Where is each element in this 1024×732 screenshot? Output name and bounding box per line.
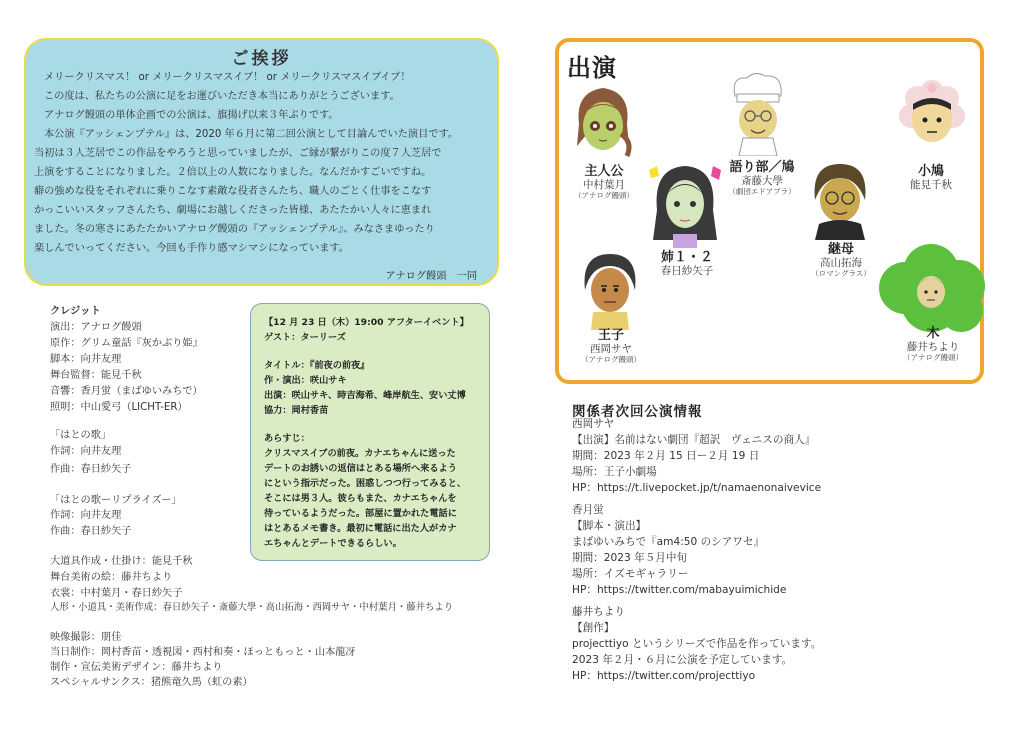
cast-member [889, 164, 973, 191]
event-guest: ゲスト：ターリーズ [264, 332, 346, 343]
greeting-line: 当初は３人芝居でこの作品をやろうと思っていましたが、ご縁が繋がりこの度７人芝居で [34, 148, 442, 159]
info-line: projecttiyo というシリーズで作品を作っています。 [572, 638, 822, 650]
credit-line: 作曲：春日紗矢子 [50, 526, 132, 537]
credit-line: 大道具作成・仕掛け：能見千秋 [50, 556, 193, 567]
cast-troupe: （アナログ饅頭） [903, 353, 963, 362]
narrator-portrait [725, 70, 791, 156]
info-line: まばゆいみちで『am4:50 のシアワセ』 [572, 536, 765, 548]
tree-portrait [875, 238, 987, 336]
event-support: 協力：岡村香苗 [264, 405, 329, 416]
credit-line: 脚本：向井友理 [50, 354, 122, 365]
greeting-line: アナログ饅頭の単体企画での公演は、旗揚げ以来３年ぶりです。 [44, 110, 339, 121]
credit-line: 原作：グリム童話『灰かぶり姫』 [50, 338, 203, 349]
little-dove-portrait [897, 80, 967, 154]
cast-troupe: （ロマングラス） [811, 269, 871, 278]
info-line: 【創作】 [572, 622, 615, 634]
cast-box [555, 38, 984, 384]
cast-member [719, 160, 805, 196]
greeting-line: 上演をすることになりました。２倍以上の人数になりました。なんだかすごいですね。 [34, 167, 432, 178]
cast-actor: 春日紗矢子 [660, 265, 714, 277]
next-info-title: 関係者次回公演情報 [572, 404, 703, 420]
stepmother-portrait [807, 160, 873, 240]
greeting-line: 癖の強めな役をそれぞれに乗りこなす素敵な役者さんたち、職人のごとく仕事をこなす [34, 186, 432, 197]
cast-member [893, 326, 973, 362]
cast-role: 木 [926, 326, 940, 341]
event-cast: 出演：咲山サキ、時吉海希、峰岸航生、安い丈博 [264, 390, 466, 401]
song-title: 「はとの歌」 [50, 430, 112, 441]
credit-line: 人形・小道具・美術作成：春日紗矢子・斎藤大學・高山拓海・西岡サヤ・中村葉月・藤井ちより [50, 602, 454, 613]
info-link[interactable]: HP：https://twitter.com/projecttiyo [572, 670, 756, 682]
cast-role: 継母 [827, 242, 854, 257]
credit-line: 作詞：向井友理 [50, 510, 122, 521]
greeting-line: メリークリスマス！ or メリークリスマスイブ！ or メリークリスマスイブイブ！ [44, 72, 411, 83]
synopsis-line: クリスマスイブの前夜。カナエちゃんに送った [264, 448, 456, 459]
credit-line: 演出：アナログ饅頭 [50, 322, 142, 333]
event-header: 【12 月 23 日（木）19:00 アフターイベント】 [264, 317, 469, 328]
info-person: 藤井ちより [572, 606, 625, 618]
credit-line: 制作・宣伝美術デザイン：藤井ちより [50, 662, 223, 673]
greeting-title: ご挨拶 [231, 49, 292, 69]
protagonist-portrait [571, 84, 635, 162]
greeting-line: 本公演『アッシェンプテル』は、2020 年６月に第二回公演として目論んでいた演目です。 [44, 129, 459, 140]
cast-troupe: （劇団エドアブラ） [728, 187, 796, 196]
cast-member [803, 242, 879, 278]
credit-line: 当日制作：岡村香苗・透視図・西村和奏・ほっともっと・山本龍冴 [50, 647, 356, 658]
synopsis-label: あらすじ： [264, 433, 310, 444]
greeting-signature: アナログ饅頭 一同 [385, 271, 477, 282]
greeting-line: かっこいいスタッフさんたち、劇場にお越しくださった皆様、あたたかい人々に恵まれ [34, 205, 432, 216]
greeting-line: 楽しんでいってください。今回も手作り感マシマシになっています。 [34, 243, 349, 254]
credits-heading: クレジット [50, 306, 101, 317]
info-link[interactable]: HP：https://t.livepocket.jp/t/namaenonaivevice [572, 482, 822, 494]
synopsis-line: 待っているようだった。部屋に置かれた電話に [264, 508, 457, 519]
info-link[interactable]: HP：https://twitter.com/mabayuimichide [572, 584, 787, 596]
greeting-line: この度は、私たちの公演に足をお運びいただき本当にありがとうございます。 [44, 91, 400, 102]
cast-title: 出演 [567, 54, 617, 82]
cast-member [569, 328, 653, 364]
cast-role: 語り部／鳩 [729, 160, 795, 175]
synopsis-line: はとあるメモ書き。最初に電話に出た人がカナ [264, 523, 457, 534]
cast-role: 王子 [597, 328, 624, 343]
credit-line: スペシャルサンクス：猪熊竜久馬（虹の素） [50, 677, 253, 688]
info-line: 【出演】名前はない劇団『超訳 ヴェニスの商人』 [572, 434, 816, 446]
song-title: 「はとの歌ーリプライズー」 [50, 495, 182, 506]
credit-line: 舞台美術の絵：藤井ちより [50, 572, 173, 583]
cast-member [641, 250, 733, 277]
info-person: 西岡サヤ [572, 418, 615, 430]
credit-line: 作詞：向井友理 [50, 446, 122, 457]
greeting-box [24, 38, 499, 286]
cast-troupe: （アナログ饅頭） [574, 191, 634, 200]
sisters-portrait [647, 160, 723, 248]
credit-line: 舞台監督：能見千秋 [50, 370, 142, 381]
credit-line: 衣裳：中村葉月・春日紗矢子 [50, 588, 183, 599]
info-line: 場所：イズモギャラリー [572, 568, 689, 580]
info-line: 期間：2023 年５月中旬 [572, 552, 688, 564]
cast-member [569, 164, 639, 200]
synopsis-line: にという指示だった。困惑しつつ行ってみると、 [264, 478, 467, 489]
cast-actor: 高山拓海 [820, 257, 862, 269]
after-event-box [250, 303, 490, 561]
cast-actor: 西岡サヤ [590, 343, 632, 355]
cast-actor: 斎藤大學 [741, 175, 783, 187]
credit-line: 音響：香月蛍（まばゆいみちで） [50, 386, 203, 397]
credit-line: 照明：中山愛弓（LICHT-ER） [50, 402, 188, 413]
synopsis-line: デートのお誘いの返信はとある場所へ来るよう [264, 463, 457, 474]
credit-line: 作曲：春日紗矢子 [50, 464, 132, 475]
info-line: 2023 年２月・６月に公演を予定しています。 [572, 654, 793, 666]
cast-role: 姉１・２ [660, 250, 713, 265]
info-person: 香月蛍 [572, 504, 604, 516]
info-line: 【脚本・演出】 [572, 520, 647, 532]
greeting-line: ました。冬の寒さにあたたかいアナログ饅頭の『アッシェンプテル』、みなさまゆったり [34, 224, 435, 235]
cast-actor: 藤井ちより [906, 341, 960, 353]
cast-role: 小鳩 [917, 164, 944, 179]
cast-role: 主人公 [584, 164, 624, 179]
cast-troupe: （アナログ饅頭） [581, 355, 641, 364]
event-title: タイトル：『前夜の前夜』 [264, 360, 370, 371]
cast-actor: 能見千秋 [910, 179, 952, 191]
prince-portrait [579, 250, 641, 330]
synopsis-line: エちゃんとデートできるらしい。 [264, 538, 402, 549]
credit-line: 映像撮影：朋佳 [50, 632, 122, 643]
synopsis-line: そこには男３人。彼らもまた、カナエちゃんを [264, 493, 457, 504]
cast-actor: 中村葉月 [583, 179, 625, 191]
info-line: 期間：2023 年２月 15 日ー２月 19 日 [572, 450, 760, 462]
info-line: 場所：王子小劇場 [572, 466, 657, 478]
event-director: 作・演出：咲山サキ [264, 375, 347, 386]
